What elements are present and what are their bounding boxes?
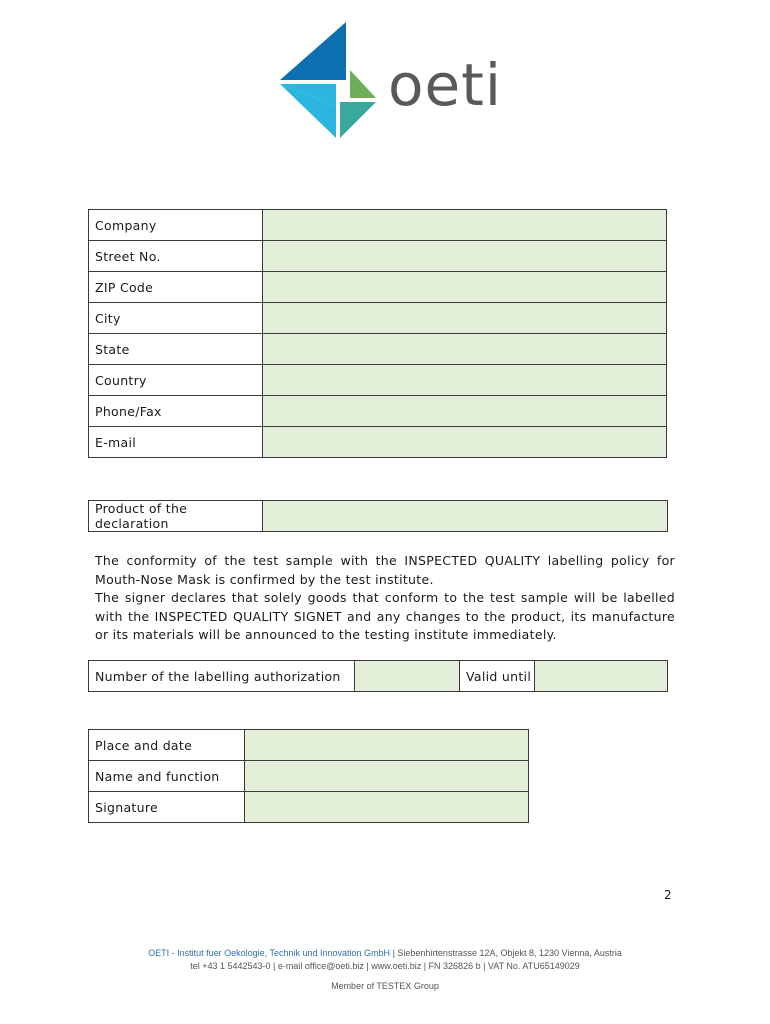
product-input[interactable] <box>263 501 667 531</box>
street-input[interactable] <box>263 241 666 271</box>
product-label: Product of the declaration <box>89 501 263 532</box>
logo-wordmark: oeti <box>388 51 503 119</box>
phone-fax-label: Phone/Fax <box>89 396 263 427</box>
signature-input[interactable] <box>245 792 528 822</box>
city-label: City <box>89 303 263 334</box>
street-label: Street No. <box>89 241 263 272</box>
product-table <box>88 500 668 532</box>
table-row <box>89 272 667 303</box>
footer-address: | Siebenhirtenstrasse 12A, Objekt 8, 1230 Vienna, Austria <box>390 948 622 958</box>
company-input[interactable] <box>263 210 666 240</box>
authorization-table <box>88 660 668 692</box>
table-row <box>89 365 667 396</box>
valid-until-input[interactable] <box>535 661 667 691</box>
zip-input[interactable] <box>263 272 666 302</box>
table-row <box>89 792 529 823</box>
zip-label: ZIP Code <box>89 272 263 303</box>
company-label: Company <box>89 210 263 241</box>
address-table <box>88 209 667 458</box>
name-function-label: Name and function <box>89 761 245 792</box>
signature-table <box>88 729 529 823</box>
city-input[interactable] <box>263 303 666 333</box>
footer-member: Member of TESTEX Group <box>331 981 439 991</box>
table-row <box>89 334 667 365</box>
table-row <box>89 730 529 761</box>
signer-declaration-paragraph: The signer declares that solely goods that conform to the test sample will be labelled with the INSPECTED QUALITY SIGNET and any changes to the product, its manufacture or its materials will be announced to the testing institute immediately. <box>95 590 675 642</box>
page-number: 2 <box>664 888 672 902</box>
logo-mark-icon <box>278 20 378 140</box>
country-input[interactable] <box>263 365 666 395</box>
table-row <box>89 241 667 272</box>
state-input[interactable] <box>263 334 666 364</box>
authorization-number-input[interactable] <box>355 661 459 691</box>
state-label: State <box>89 334 263 365</box>
name-function-input[interactable] <box>245 761 528 791</box>
footer-company: OETI - Institut fuer Oekologie, Technik und Innovation GmbH <box>148 948 391 958</box>
email-label: E-mail <box>89 427 263 458</box>
footer-line-1 <box>0 948 770 958</box>
table-row <box>89 303 667 334</box>
table-row <box>89 427 667 458</box>
table-row <box>89 396 667 427</box>
authorization-number-label: Number of the labelling authorization <box>89 661 355 692</box>
table-row <box>89 210 667 241</box>
place-date-label: Place and date <box>89 730 245 761</box>
footer-contact: tel +43 1 5442543-0 | e-mail office@oeti.biz | www.oeti.biz | FN 326826 b | VAT No. ATU65149029 <box>190 961 580 971</box>
signature-label: Signature <box>89 792 245 823</box>
table-row <box>89 501 668 532</box>
phone-fax-input[interactable] <box>263 396 666 426</box>
declaration-text <box>95 552 675 645</box>
oeti-logo <box>278 20 503 140</box>
table-row <box>89 761 529 792</box>
table-row <box>89 661 668 692</box>
email-input[interactable] <box>263 427 666 457</box>
country-label: Country <box>89 365 263 396</box>
conformity-paragraph: The conformity of the test sample with the INSPECTED QUALITY labelling policy for Mouth-Nose Mask is confirmed by the test institute. <box>95 553 675 587</box>
valid-until-label: Valid until <box>460 661 535 692</box>
place-date-input[interactable] <box>245 730 528 760</box>
